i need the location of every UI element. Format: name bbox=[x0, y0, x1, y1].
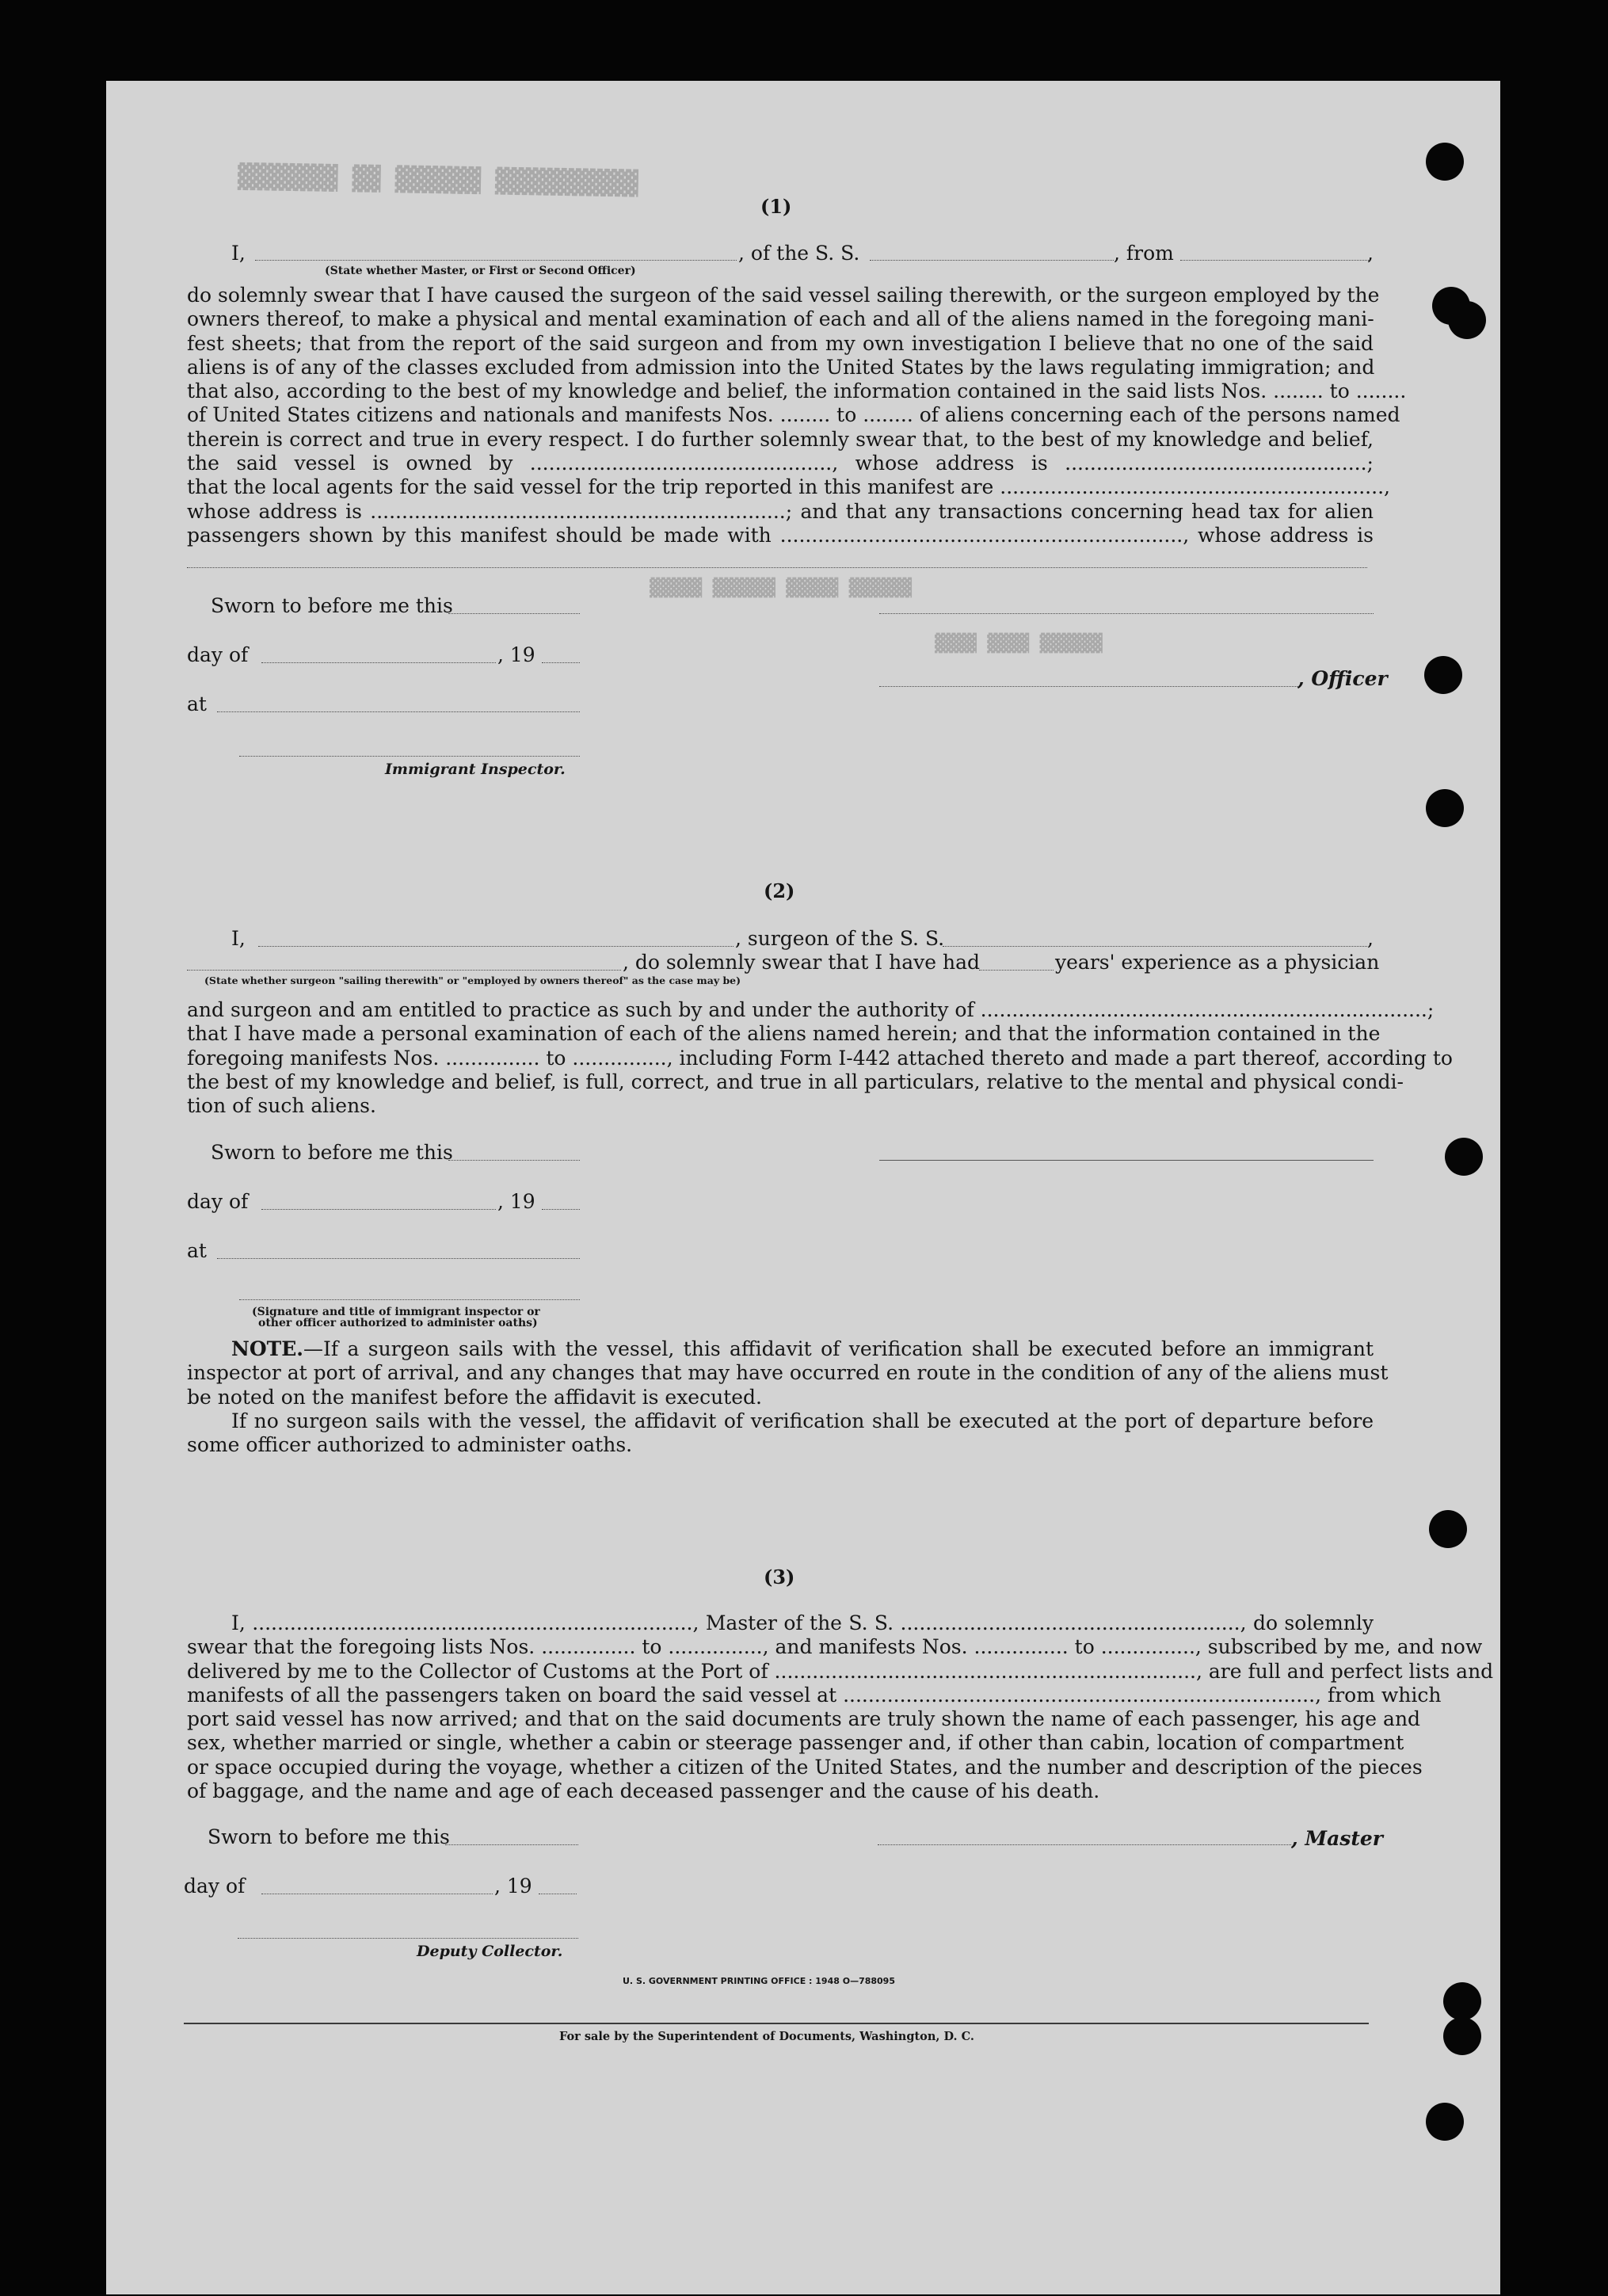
s2-year-label: , 19 bbox=[497, 1190, 535, 1213]
s1-para-line: fest sheets; that from the report of the said surgeon and from my own investigation I believe that no one of the said bbox=[187, 331, 1374, 355]
printing-office-line: U. S. GOVERNMENT PRINTING OFFICE : 1948 O—788095 bbox=[623, 1976, 895, 1986]
s1-para-line: aliens is of any of the classes excluded from admission into the United States by the laws regulating immigration; and bbox=[187, 355, 1375, 379]
s2-day-of-label: day of bbox=[187, 1190, 249, 1213]
s2-surgeon-of-label: , surgeon of the S. S. bbox=[735, 927, 945, 950]
s1-para-line: do solemnly swear that I have caused the surgeon of the said vessel sailing therewith, or the surgeon employed by the bbox=[187, 284, 1380, 307]
s1-state-note: (State whether Master, or First or Second Officer) bbox=[325, 265, 636, 277]
s1-para-line: whose address is ..................................................................; and that any transactions concerning head tax for alien bbox=[187, 499, 1374, 523]
s2-para-line: the best of my knowledge and belief, is full, correct, and true in all particulars, relative to the mental and physical condi- bbox=[187, 1070, 1404, 1093]
s1-at-place-field[interactable] bbox=[217, 711, 580, 712]
s1-of-ss-label: , of the S. S. bbox=[738, 242, 860, 265]
s2-oath-paragraph bbox=[187, 998, 1453, 1118]
s1-para-line: of United States citizens and nationals and manifests Nos. ........ to ........ of aliens concerning each of the persons named bbox=[187, 403, 1400, 427]
section-1-number: (1) bbox=[760, 195, 792, 218]
s1-sworn-date-field[interactable] bbox=[448, 613, 580, 614]
note-text: —If a surgeon sails with the vessel, this affidavit of verification shall be executed before an immigrant bbox=[303, 1337, 1374, 1360]
s2-state-note: (State whether surgeon "sailing therewith" or "employed by owners thereof" as the case may be) bbox=[204, 974, 741, 986]
s1-from-port-field[interactable] bbox=[1180, 260, 1369, 261]
s2-note-line: some officer authorized to administer oaths. bbox=[187, 1433, 633, 1457]
s1-year-label: , 19 bbox=[497, 643, 535, 666]
s3-para-line: or space occupied during the voyage, whether a citizen of the United States, and the number and description of the pieces bbox=[187, 1755, 1423, 1779]
s2-year-field[interactable] bbox=[542, 1209, 580, 1210]
punch-hole bbox=[1445, 1138, 1483, 1176]
s1-address-continuation-field[interactable] bbox=[187, 567, 1367, 568]
s1-month-field[interactable] bbox=[261, 662, 496, 663]
s3-deputy-signature-field[interactable] bbox=[238, 1938, 578, 1939]
punch-hole bbox=[1443, 1982, 1481, 2020]
note-label: NOTE. bbox=[231, 1337, 303, 1360]
s3-para-line: of baggage, and the name and age of each deceased passenger and the cause of his death. bbox=[187, 1779, 1100, 1803]
punch-hole bbox=[1448, 301, 1486, 339]
s2-para-line: foregoing manifests Nos. ............... to ..............., including Form I-442 attached thereto and made a part thereof, according to bbox=[187, 1046, 1453, 1070]
s3-para-line: manifests of all the passengers taken on board the said vessel at ..........................................................................., from which bbox=[187, 1683, 1442, 1707]
s2-note-line: If no surgeon sails with the vessel, the affidavit of verification shall be executed at the port of departure before bbox=[231, 1409, 1374, 1432]
s2-para-line: tion of such aliens. bbox=[187, 1094, 376, 1118]
s2-at-place-field[interactable] bbox=[217, 1258, 580, 1259]
s2-i-label: I, bbox=[231, 927, 246, 950]
punch-hole bbox=[1424, 656, 1462, 694]
punch-hole bbox=[1429, 1510, 1467, 1548]
s2-para-line: and surgeon and am entitled to practice as such by and under the authority of .......................................................................; bbox=[187, 998, 1435, 1021]
s1-inspector-signature-field[interactable] bbox=[239, 756, 580, 757]
footer-divider bbox=[184, 2023, 1369, 2024]
punch-hole bbox=[1426, 143, 1464, 181]
punch-hole bbox=[1443, 2017, 1481, 2055]
s2-at-label: at bbox=[187, 1239, 207, 1262]
for-sale-line: For sale by the Superintendent of Documents, Washington, D. C. bbox=[559, 2030, 974, 2043]
s1-at-label: at bbox=[187, 692, 207, 715]
s3-para-line: I, ......................................................................, Master of the S. S. ......................................................, do solemnly bbox=[231, 1611, 1374, 1634]
s2-officer-signature-field[interactable] bbox=[239, 1299, 580, 1300]
s2-years-exp-label: years' experience as a physician bbox=[1055, 951, 1380, 974]
s2-month-field[interactable] bbox=[261, 1209, 496, 1210]
s2-sig-note-2: other officer authorized to administer oaths) bbox=[258, 1317, 538, 1329]
s3-para-line: port said vessel has now arrived; and that on the said documents are truly shown the name of each passenger, his age and bbox=[187, 1707, 1421, 1731]
s2-surgeon-status-field[interactable] bbox=[187, 970, 621, 971]
s1-officer-line[interactable] bbox=[879, 686, 1299, 687]
s1-officer-signature-field[interactable] bbox=[879, 613, 1374, 614]
s1-officer-label: , Officer bbox=[1297, 667, 1388, 690]
s1-year-field[interactable] bbox=[542, 662, 580, 663]
s1-sworn-label: Sworn to before me this bbox=[211, 594, 453, 617]
bleed-through-text: ▓▓▓▓▓ ▓▓▓▓▓▓ ▓▓▓▓▓ ▓▓▓▓▓▓ bbox=[650, 578, 913, 598]
s2-surgeon-signature-field[interactable] bbox=[879, 1160, 1374, 1161]
s2-sworn-label: Sworn to before me this bbox=[211, 1141, 453, 1164]
s1-inspector-label: Immigrant Inspector. bbox=[385, 761, 566, 778]
s1-trailing-comma: , bbox=[1367, 242, 1374, 265]
s2-comma: , bbox=[1367, 927, 1374, 950]
s2-note-line: inspector at port of arrival, and any changes that may have occurred en route in the condition of any of the aliens must bbox=[187, 1361, 1389, 1385]
s2-vessel-name-field[interactable] bbox=[943, 946, 1367, 947]
section-3-number: (3) bbox=[764, 1566, 795, 1589]
s1-i-label: I, bbox=[231, 242, 246, 265]
s3-para-line: delivered by me to the Collector of Customs at the Port of ..................................................................., are full and perfect lists and bbox=[187, 1659, 1494, 1683]
s3-sworn-date-field[interactable] bbox=[445, 1844, 578, 1845]
punch-hole bbox=[1426, 789, 1464, 827]
s3-para-line: sex, whether married or single, whether a cabin or steerage passenger and, if other than cabin, location of compartment bbox=[187, 1731, 1404, 1755]
s2-sig-note-1: (Signature and title of immigrant inspector or bbox=[252, 1306, 540, 1318]
s1-para-line: passengers shown by this manifest should be made with ................................................................, whose address is bbox=[187, 523, 1374, 547]
s1-para-line: therein is correct and true in every respect. I do further solemnly swear that, to the best of my knowledge and belief, bbox=[187, 427, 1374, 451]
s1-para-line: that also, according to the best of my knowledge and belief, the information contained in the said lists Nos. ........ to ........ bbox=[187, 379, 1407, 403]
section-2-number: (2) bbox=[764, 879, 795, 902]
s3-day-of-label: day of bbox=[184, 1875, 246, 1897]
s1-officer-name-field[interactable] bbox=[255, 260, 737, 261]
s2-surgeon-name-field[interactable] bbox=[258, 946, 734, 947]
s2-do-swear-label: , do solemnly swear that I have had bbox=[623, 951, 981, 974]
s3-year-label: , 19 bbox=[494, 1875, 532, 1897]
bleed-through-text: ▓▓▓▓ ▓▓▓▓ ▓▓▓▓▓▓ bbox=[935, 634, 1103, 654]
s3-master-label: , Master bbox=[1291, 1827, 1383, 1850]
s1-oath-paragraph bbox=[187, 284, 1407, 547]
s2-note-line: be noted on the manifest before the affidavit is executed. bbox=[187, 1385, 762, 1409]
s3-para-line: swear that the foregoing lists Nos. ............... to ..............., and manifests Nos. ............... to ..............., subscribed by me, and now bbox=[187, 1635, 1483, 1659]
s2-note-paragraph bbox=[187, 1337, 1389, 1457]
s3-oath-paragraph bbox=[187, 1611, 1494, 1803]
s2-note-line bbox=[187, 1337, 1374, 1361]
s1-from-label: , from bbox=[1114, 242, 1174, 265]
s1-para-line: the said vessel is owned by ................................................, whose address is ................................................; bbox=[187, 452, 1374, 475]
bleed-through-text: ▓▓▓▓▓▓▓ ▓▓ ▓▓▓▓▓▓ ▓▓▓▓▓▓▓▓▓▓ bbox=[237, 162, 639, 198]
s1-day-of-label: day of bbox=[187, 643, 249, 666]
s3-deputy-label: Deputy Collector. bbox=[417, 1943, 563, 1960]
s1-para-line: that the local agents for the said vessel for the trip reported in this manifest are ............................................................., bbox=[187, 475, 1390, 499]
s2-years-field[interactable] bbox=[979, 970, 1054, 971]
s3-master-signature-field[interactable] bbox=[878, 1844, 1291, 1845]
s1-para-line: owners thereof, to make a physical and mental examination of each and all of the aliens named in the foregoing mani- bbox=[187, 307, 1374, 331]
s2-para-line: that I have made a personal examination of each of the aliens named herein; and that the information contained in the bbox=[187, 1022, 1381, 1046]
punch-hole bbox=[1426, 2103, 1464, 2141]
s1-vessel-name-field[interactable] bbox=[870, 260, 1114, 261]
s3-sworn-label: Sworn to before me this bbox=[208, 1825, 450, 1848]
s2-sworn-date-field[interactable] bbox=[448, 1160, 580, 1161]
